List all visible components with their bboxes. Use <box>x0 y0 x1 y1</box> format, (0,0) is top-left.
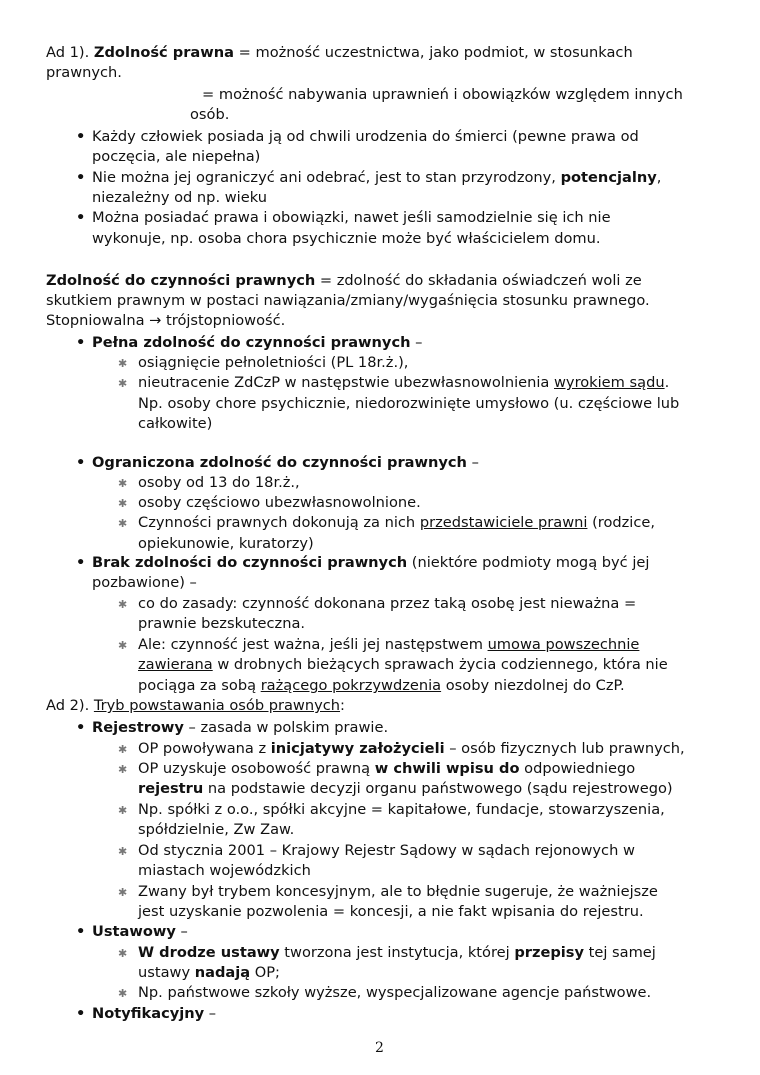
asterisk-bullet-icon: ✱ <box>118 804 128 817</box>
text: tej samej <box>584 944 656 961</box>
text-line <box>138 534 314 554</box>
text: osiągnięcie pełnoletniości (PL 18r.ż.), <box>138 354 409 371</box>
text: – osób fizycznych lub prawnych, <box>444 740 685 757</box>
text: Od stycznia 2001 – Krajowy Rejestr Sądowy w sądach rejonowych w <box>138 842 635 859</box>
text: skutkiem prawnym w postaci nawiązania/zmiany/wygaśnięcia stosunku prawnego. <box>46 292 650 309</box>
text: – <box>410 334 423 351</box>
asterisk-bullet-icon: ✱ <box>118 497 128 510</box>
asterisk-bullet-icon: ✱ <box>118 743 128 756</box>
text: całkowite) <box>138 415 213 432</box>
sub-item <box>118 635 640 655</box>
text-line <box>190 105 229 125</box>
bold-text: nadają <box>194 964 251 981</box>
text-line <box>138 614 305 634</box>
text-line <box>138 820 294 840</box>
text: Każdy człowiek posiada ją od chwili urodzenia do śmierci (pewne prawa od <box>92 128 639 145</box>
underlined-text: umowa powszechnie <box>487 636 640 653</box>
text: w drobnych bieżących sprawach życia codziennego, która nie <box>212 656 668 673</box>
asterisk-bullet-icon: ✱ <box>118 477 128 490</box>
text-line <box>46 291 650 311</box>
bullet-item <box>76 168 662 188</box>
text: nieutracenie ZdCzP w następstwie ubezwłasnowolnienia <box>138 374 554 391</box>
asterisk-bullet-icon: ✱ <box>118 987 128 1000</box>
text: Ale: czynność jest ważna, jeśli jej następstwem <box>138 636 488 653</box>
bullet-item <box>76 453 479 473</box>
text: na podstawie decyzji organu państwowego (sądu rejestrowego) <box>203 780 673 797</box>
asterisk-bullet-icon: ✱ <box>118 886 128 899</box>
text-line <box>138 394 679 414</box>
underlined-text: wyrokiem sądu <box>554 374 665 391</box>
bullet-icon: • <box>76 923 86 940</box>
text: osoby częściowo ubezwłasnowolnione. <box>138 494 421 511</box>
asterisk-bullet-icon: ✱ <box>118 377 128 390</box>
text: pociąga za sobą <box>138 677 261 694</box>
text: Nie można jej ograniczyć ani odebrać, jest to stan przyrodzony, <box>92 169 561 186</box>
underlined-text: Tryb powstawania osób prawnych <box>93 697 341 714</box>
bold-text: Brak zdolności do czynności prawnych <box>92 554 408 571</box>
bold-text: Pełna zdolność do czynności prawnych <box>92 334 411 351</box>
text: spółdzielnie, Zw Zaw. <box>138 821 295 838</box>
bullet-icon: • <box>76 209 86 226</box>
asterisk-bullet-icon: ✱ <box>118 763 128 776</box>
sub-item <box>118 513 655 533</box>
bold-text: w chwili wpisu do <box>374 760 520 777</box>
bullet-icon: • <box>76 128 86 145</box>
text: pozbawione) – <box>92 574 197 591</box>
underlined-text: zawierana <box>138 656 213 673</box>
text: – zasada w polskim prawie. <box>183 719 389 736</box>
text: – <box>466 454 479 471</box>
sub-item <box>118 759 636 779</box>
text-line <box>138 676 625 696</box>
bullet-item <box>76 922 188 942</box>
text-line <box>92 573 197 593</box>
sub-item <box>118 841 635 861</box>
bold-text: rejestru <box>138 780 204 797</box>
asterisk-bullet-icon: ✱ <box>118 517 128 530</box>
underlined-text: rażącego pokrzywdzenia <box>260 677 442 694</box>
text: – <box>204 1005 217 1022</box>
text: miastach wojewódzkich <box>138 862 311 879</box>
text: = zdolność do składania oświadczeń woli ze <box>315 272 642 289</box>
text-line <box>92 229 601 249</box>
sub-item <box>118 594 637 614</box>
bold-text: Rejestrowy <box>92 719 184 736</box>
text: , <box>656 169 662 186</box>
text: : <box>340 697 345 714</box>
text-line <box>138 414 212 434</box>
text-line <box>46 63 122 83</box>
text: prawnie bezskuteczna. <box>138 615 306 632</box>
text: tworzona jest instytucja, której <box>279 944 515 961</box>
text: OP powoływana z <box>138 740 271 757</box>
text: OP uzyskuje osobowość prawną <box>138 760 375 777</box>
text: Ad 1). <box>46 44 94 61</box>
text: wykonuje, np. osoba chora psychicznie może być właścicielem domu. <box>92 230 601 247</box>
bold-text: inicjatywy założycieli <box>270 740 445 757</box>
bullet-item <box>76 1004 217 1024</box>
text: Zwany był trybem koncesyjnym, ale to błędnie sugeruje, że ważniejsze <box>138 883 658 900</box>
text: odpowiedniego <box>519 760 636 777</box>
bullet-icon: • <box>76 719 86 736</box>
bold-text: potencjalny <box>560 169 657 186</box>
text: prawnych. <box>46 64 122 81</box>
sub-item <box>118 739 685 759</box>
bullet-icon: • <box>76 334 86 351</box>
text: ustawy <box>138 964 195 981</box>
bold-text: W drodze ustawy <box>138 944 280 961</box>
bullet-icon: • <box>76 454 86 471</box>
text: osoby niezdolnej do CzP. <box>441 677 625 694</box>
text: Czynności prawnych dokonują za nich <box>138 514 420 531</box>
text-line <box>138 861 311 881</box>
sub-item <box>118 353 409 373</box>
text: OP; <box>250 964 280 981</box>
sub-item <box>118 473 300 493</box>
bold-text: Zdolność prawna <box>93 44 234 61</box>
text-line <box>138 655 668 675</box>
text: osób. <box>190 106 230 123</box>
text: co do zasady: czynność dokonana przez taką osobę jest nieważna = <box>138 595 637 612</box>
text: niezależny od np. wieku <box>92 189 267 206</box>
text: Np. spółki z o.o., spółki akcyjne = kapitałowe, fundacje, stowarzyszenia, <box>138 801 665 818</box>
bullet-item <box>76 553 650 573</box>
bold-text: Zdolność do czynności prawnych <box>46 272 316 289</box>
asterisk-bullet-icon: ✱ <box>118 639 128 652</box>
sub-item <box>118 882 658 902</box>
bold-text: Ograniczona zdolność do czynności prawnych <box>92 454 467 471</box>
sub-item <box>118 373 670 393</box>
sub-item <box>118 493 421 513</box>
bullet-icon: • <box>76 554 86 571</box>
text: opiekunowie, kuratorzy) <box>138 535 314 552</box>
bold-text: Ustawowy <box>92 923 176 940</box>
page-number: 2 <box>375 1040 384 1056</box>
bullet-icon: • <box>76 1005 86 1022</box>
text: . <box>664 374 670 391</box>
sub-item <box>118 983 652 1003</box>
asterisk-bullet-icon: ✱ <box>118 845 128 858</box>
text-line <box>92 188 267 208</box>
text: Stopniowalna → trójstopniowość. <box>46 312 286 329</box>
text-line <box>46 271 642 291</box>
sub-item <box>118 800 665 820</box>
text: = możność nabywania uprawnień i obowiązków względem innych <box>202 86 683 103</box>
asterisk-bullet-icon: ✱ <box>118 947 128 960</box>
text: (rodzice, <box>587 514 655 531</box>
text-line <box>46 311 285 331</box>
text: jest uzyskanie pozwolenia = koncesji, a nie fakt wpisania do rejestru. <box>138 903 644 920</box>
text: osoby od 13 do 18r.ż., <box>138 474 300 491</box>
bullet-icon: • <box>76 169 86 186</box>
bullet-item <box>76 208 611 228</box>
text-line <box>138 902 644 922</box>
text-line <box>46 43 633 63</box>
text: – <box>175 923 188 940</box>
text-line <box>46 696 345 716</box>
asterisk-bullet-icon: ✱ <box>118 357 128 370</box>
text: Ad 2). <box>46 697 94 714</box>
underlined-text: przedstawiciele prawni <box>419 514 588 531</box>
text: Można posiadać prawa i obowiązki, nawet jeśli samodzielnie się ich nie <box>92 209 611 226</box>
bullet-item <box>76 127 639 147</box>
text-line <box>138 963 280 983</box>
text: (niektóre podmioty mogą być jej <box>407 554 650 571</box>
text-line <box>138 779 673 799</box>
asterisk-bullet-icon: ✱ <box>118 598 128 611</box>
sub-item <box>118 943 656 963</box>
text: = możność uczestnictwa, jako podmiot, w stosunkach <box>234 44 633 61</box>
text: Np. osoby chore psychicznie, niedorozwinięte umysłowo (u. częściowe lub <box>138 395 680 412</box>
text: poczęcia, ale niepełna) <box>92 148 261 165</box>
text: Np. państwowe szkoły wyższe, wyspecjalizowane agencje państwowe. <box>138 984 652 1001</box>
text-line <box>202 85 683 105</box>
bullet-item <box>76 718 389 738</box>
bold-text: przepisy <box>514 944 584 961</box>
text-line <box>92 147 260 167</box>
bullet-item <box>76 333 423 353</box>
bold-text: Notyfikacyjny <box>92 1005 205 1022</box>
